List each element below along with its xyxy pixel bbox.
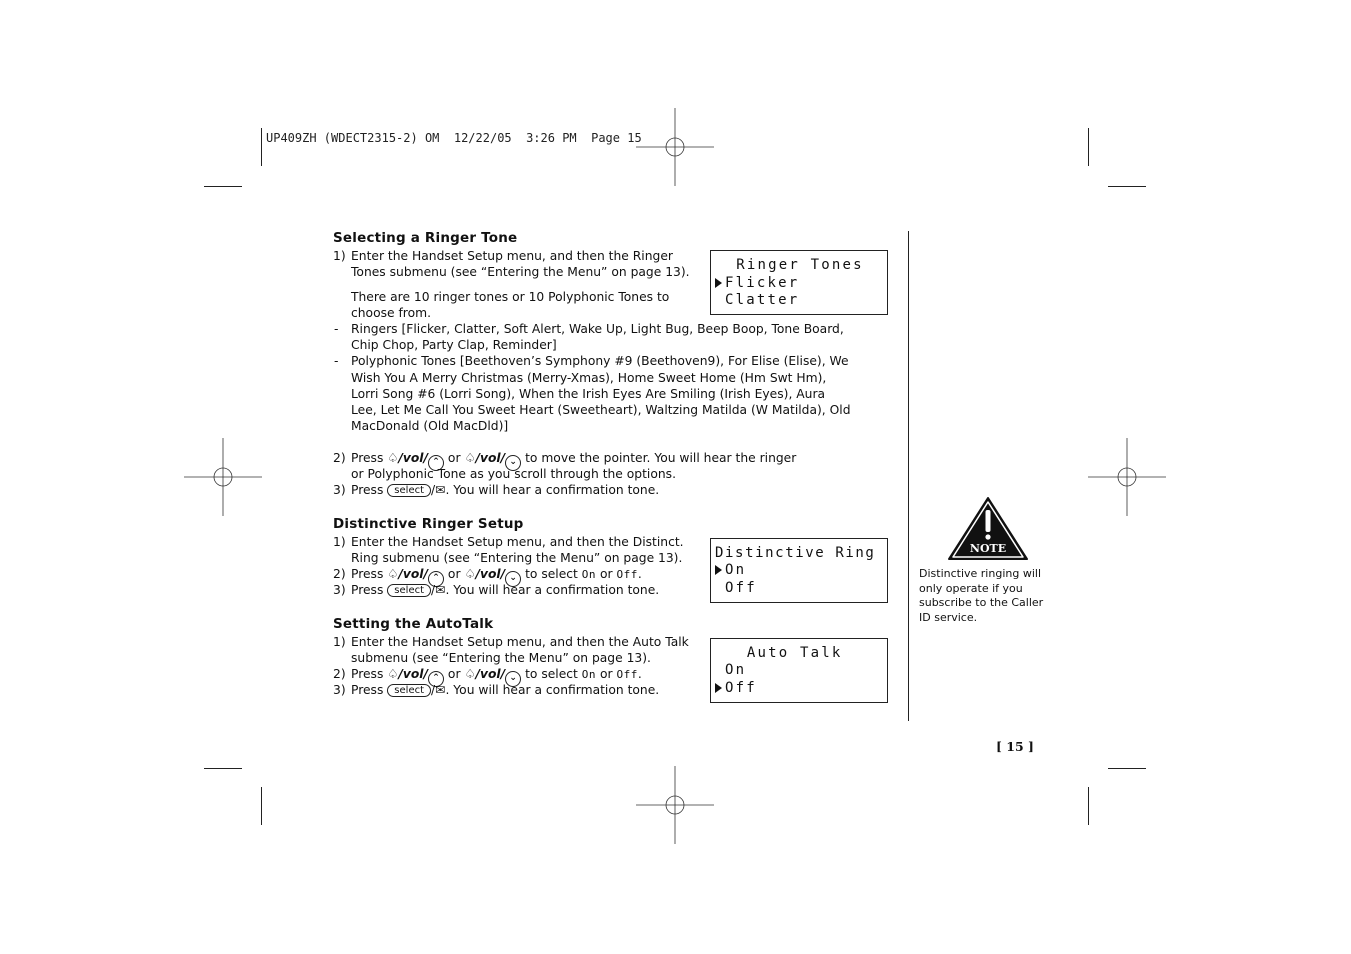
polyphonic-list: Lee, Let Me Call You Sweet Heart (Sweetheart), Waltzing Matilda (W Matilda), Old [351, 403, 851, 417]
envelope-icon: ✉ [435, 683, 446, 697]
up-arrow-key-icon: ⌃ [428, 455, 444, 471]
lcd-line-selected [715, 275, 799, 292]
or-word: or [447, 451, 461, 465]
section-title-distinctive-ring: Distinctive Ringer Setup [333, 516, 524, 532]
down-arrow-key-icon: ⌄ [505, 455, 521, 471]
step-number: 3) [333, 483, 346, 497]
ringer-bell-icon: ♤ [464, 567, 476, 581]
ringer-bell-icon: ♤ [387, 567, 399, 581]
step-text: submenu (see “Entering the Menu” on page 13). [351, 651, 651, 665]
polyphonic-list: Wish You A Merry Christmas (Merry-Xmas), Home Sweet Home (Hm Swt Hm), [351, 371, 827, 385]
registration-mark-icon [636, 766, 714, 844]
step-number: 3) [333, 583, 346, 597]
vol-label: /vol/ [475, 567, 506, 581]
envelope-icon: ✉ [435, 583, 446, 597]
lcd-option: Off [725, 680, 757, 696]
press-label: Press [351, 451, 384, 465]
or-word: or [447, 567, 461, 581]
step-tail: . You will hear a confirmation tone. [445, 683, 660, 697]
option-on: On [581, 668, 597, 681]
crop-mark [1108, 768, 1146, 769]
envelope-icon: ✉ [435, 483, 446, 497]
polyphonic-list: Lorri Song #6 (Lorri Song), When the Irish Eyes Are Smiling (Irish Eyes), Aura [351, 387, 826, 401]
press-label: Press [351, 483, 384, 497]
registration-mark-icon [184, 438, 262, 516]
lcd-auto-talk [710, 638, 888, 703]
select-key-icon: select [387, 584, 431, 597]
note-text [919, 567, 1049, 625]
select-key-icon: select [387, 484, 431, 497]
registration-mark-icon [1088, 438, 1166, 516]
press-label: Press [351, 583, 384, 597]
step-text [351, 482, 659, 498]
note-badge-label: NOTE [969, 542, 1007, 555]
step-text: Enter the Handset Setup menu, and then the Auto Talk [351, 635, 689, 649]
step-number: 3) [333, 683, 346, 697]
step-tail: . You will hear a confirmation tone. [445, 583, 660, 597]
up-arrow-key-icon: ⌃ [428, 671, 444, 687]
crop-mark [204, 186, 242, 187]
ringer-bell-icon: ♤ [387, 451, 399, 465]
page-number: [ 15 ] [996, 739, 1034, 754]
step-tail: to select [525, 567, 578, 581]
crop-mark [1108, 186, 1146, 187]
ringer-bell-icon: ♤ [387, 667, 399, 681]
print-slug: UP409ZH (WDECT2315-2) OM 12/22/05 3:26 PM Page 15 [266, 131, 642, 145]
pointer-icon [715, 275, 725, 292]
step-number: 1) [333, 535, 346, 549]
slash: / [431, 483, 436, 497]
lcd-line-title: Auto Talk [715, 645, 843, 661]
press-label: Press [351, 683, 384, 697]
option-off: Off [616, 668, 638, 681]
option-on: On [581, 568, 597, 581]
slash: / [431, 583, 436, 597]
vol-label: /vol/ [475, 667, 506, 681]
note-line: Distinctive ringing will [919, 567, 1041, 580]
lcd-option: Flicker [725, 275, 800, 291]
lcd-line-option [715, 292, 799, 309]
step-text: Enter the Handset Setup menu, and then the Distinct. [351, 535, 684, 549]
down-arrow-key-icon: ⌄ [505, 671, 521, 687]
dash-bullet: - [334, 322, 339, 336]
lcd-option: Clatter [725, 292, 800, 308]
press-label: Press [351, 667, 384, 681]
step-text: Enter the Handset Setup menu, and then the Ringer [351, 249, 673, 263]
period: . [637, 667, 642, 681]
vol-label: /vol/ [398, 567, 428, 581]
lcd-line-option [715, 662, 746, 679]
step-text: Ring submenu (see “Entering the Menu” on page 13). [351, 551, 683, 565]
polyphonic-list: Polyphonic Tones [Beethoven’s Symphony #9 (Beethoven9), For Elise (Elise), We [351, 354, 849, 368]
pointer-icon [715, 680, 725, 697]
lcd-option: On [725, 562, 747, 578]
ringer-bell-icon: ♤ [464, 451, 476, 465]
paragraph-text: There are 10 ringer tones or 10 Polyphonic Tones to [351, 290, 670, 304]
lcd-line-selected [715, 562, 746, 579]
ringer-bell-icon: ♤ [464, 667, 476, 681]
lcd-line-selected [715, 680, 757, 697]
registration-mark-icon [636, 108, 714, 186]
step-text [351, 682, 659, 698]
pointer-icon [715, 562, 725, 579]
or-word: or [599, 667, 613, 681]
crop-mark [204, 768, 242, 769]
up-arrow-key-icon: ⌃ [428, 571, 444, 587]
step-number: 2) [333, 567, 346, 581]
vol-label: /vol/ [398, 451, 428, 465]
select-key-icon: select [387, 684, 431, 697]
crop-mark [261, 787, 262, 825]
lcd-line-title: Distinctive Ring [715, 545, 876, 561]
step-number: 2) [333, 451, 346, 465]
lcd-ringer-tones [710, 250, 888, 315]
or-word: or [599, 567, 613, 581]
ringers-list: Ringers [Flicker, Clatter, Soft Alert, Wake Up, Light Bug, Beep Boop, Tone Board, [351, 322, 844, 336]
lcd-distinctive-ring [710, 538, 888, 603]
step-number: 1) [333, 635, 346, 649]
crop-mark [1088, 787, 1089, 825]
polyphonic-list: MacDonald (Old MacDld)] [351, 419, 509, 433]
step-number: 2) [333, 667, 346, 681]
section-title-ringer-tone: Selecting a Ringer Tone [333, 230, 518, 246]
step-text: or Polyphonic Tone as you scroll through the options. [351, 467, 676, 481]
lcd-option: Off [725, 580, 757, 596]
slash: / [431, 683, 436, 697]
section-title-autotalk: Setting the AutoTalk [333, 616, 494, 632]
crop-mark [1088, 128, 1089, 166]
step-text [351, 582, 659, 598]
lcd-line-title: Ringer Tones [715, 257, 864, 273]
note-line: ID service. [919, 610, 978, 624]
vol-label: /vol/ [398, 667, 428, 681]
step-tail: . You will hear a confirmation tone. [445, 483, 660, 497]
vol-label: /vol/ [475, 451, 506, 465]
note-line: subscribe to the Caller [919, 596, 1044, 609]
ringers-list: Chip Chop, Party Clap, Reminder] [351, 338, 557, 352]
lcd-option: On [725, 662, 747, 678]
dash-bullet: - [334, 354, 339, 368]
down-arrow-key-icon: ⌄ [505, 571, 521, 587]
option-off: Off [616, 568, 638, 581]
crop-mark [261, 128, 262, 166]
paragraph-text: choose from. [351, 306, 432, 320]
column-divider [908, 231, 909, 721]
note-warning-icon [947, 496, 1029, 562]
step-number: 1) [333, 249, 346, 263]
period: . [637, 567, 642, 581]
step-text: Tones submenu (see “Entering the Menu” on page 13). [351, 265, 690, 279]
step-tail: to move the pointer. You will hear the ringer [525, 451, 797, 465]
step-tail: to select [525, 667, 578, 681]
lcd-line-option [715, 580, 757, 597]
press-label: Press [351, 567, 384, 581]
note-line: only operate if you [919, 581, 1023, 595]
or-word: or [447, 667, 461, 681]
